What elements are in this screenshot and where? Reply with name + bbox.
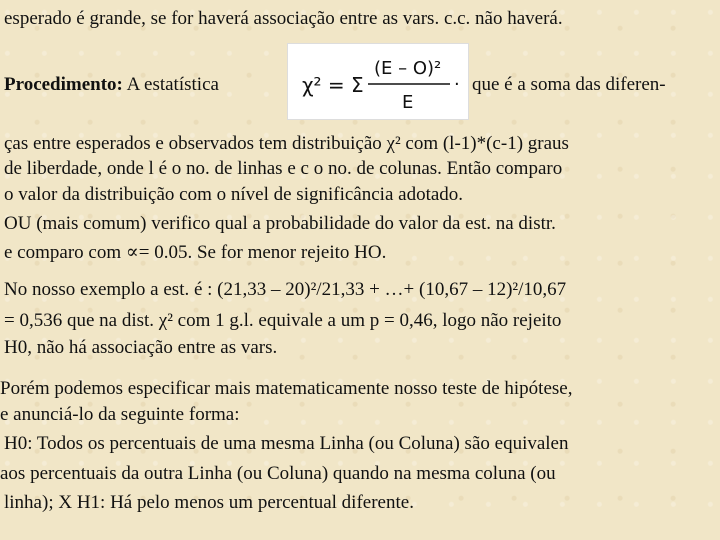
- procedure-text: A estatística: [122, 74, 219, 95]
- text-line-10: H0, não há associação entre as vars.: [4, 337, 278, 358]
- text-line-9: = 0,536 que na dist. χ² com 1 g.l. equivale a um p = 0,46, logo não rejeito: [4, 310, 562, 331]
- text-line-6: OU (mais comum) verifico qual a probabilidade do valor da est. na distr.: [4, 213, 556, 234]
- text-line-5: o valor da distribuição com o nível de significância adotado.: [4, 184, 464, 205]
- text-line-11: Porém podemos especificar mais matematicamente nosso teste de hipótese,: [0, 378, 573, 399]
- text-line-15: linha); X H1: Há pelo menos um percentual diferente.: [4, 492, 414, 513]
- formula-dot: ·: [454, 74, 460, 95]
- formula-denominator: E: [402, 92, 414, 113]
- text-line-12: e anunciá-lo da seguinte forma:: [0, 404, 240, 425]
- procedure-label: Procedimento:: [4, 74, 123, 95]
- text-line-3: ças entre esperados e observados tem distribuição χ² com (l-1)*(c-1) graus: [4, 133, 569, 154]
- text-line-1: esperado é grande, se for haverá associação entre as vars. c.c. não haverá.: [4, 8, 563, 29]
- formula-numerator: (E – O)²: [374, 58, 442, 79]
- procedure-line: [4, 73, 219, 97]
- text-line-4: de liberdade, onde l é o no. de linhas e c o no. de colunas. Então comparo: [4, 158, 563, 179]
- text-line-7: e comparo com ∝= 0.05. Se for menor rejeito HO.: [4, 242, 387, 263]
- formula-lhs: χ² = Σ: [302, 73, 364, 97]
- text-line-13: H0: Todos os percentuais de uma mesma Linha (ou Coluna) são equivalen: [4, 433, 569, 454]
- chi-square-formula: [287, 43, 469, 120]
- text-line-8: No nosso exemplo a est. é : (21,33 – 20)²/21,33 + …+ (10,67 – 12)²/10,67: [4, 279, 567, 300]
- text-line-14: aos percentuais da outra Linha (ou Coluna) quando na mesma coluna (ou: [0, 463, 556, 484]
- text-line-2b: que é a soma das diferen-: [472, 74, 666, 95]
